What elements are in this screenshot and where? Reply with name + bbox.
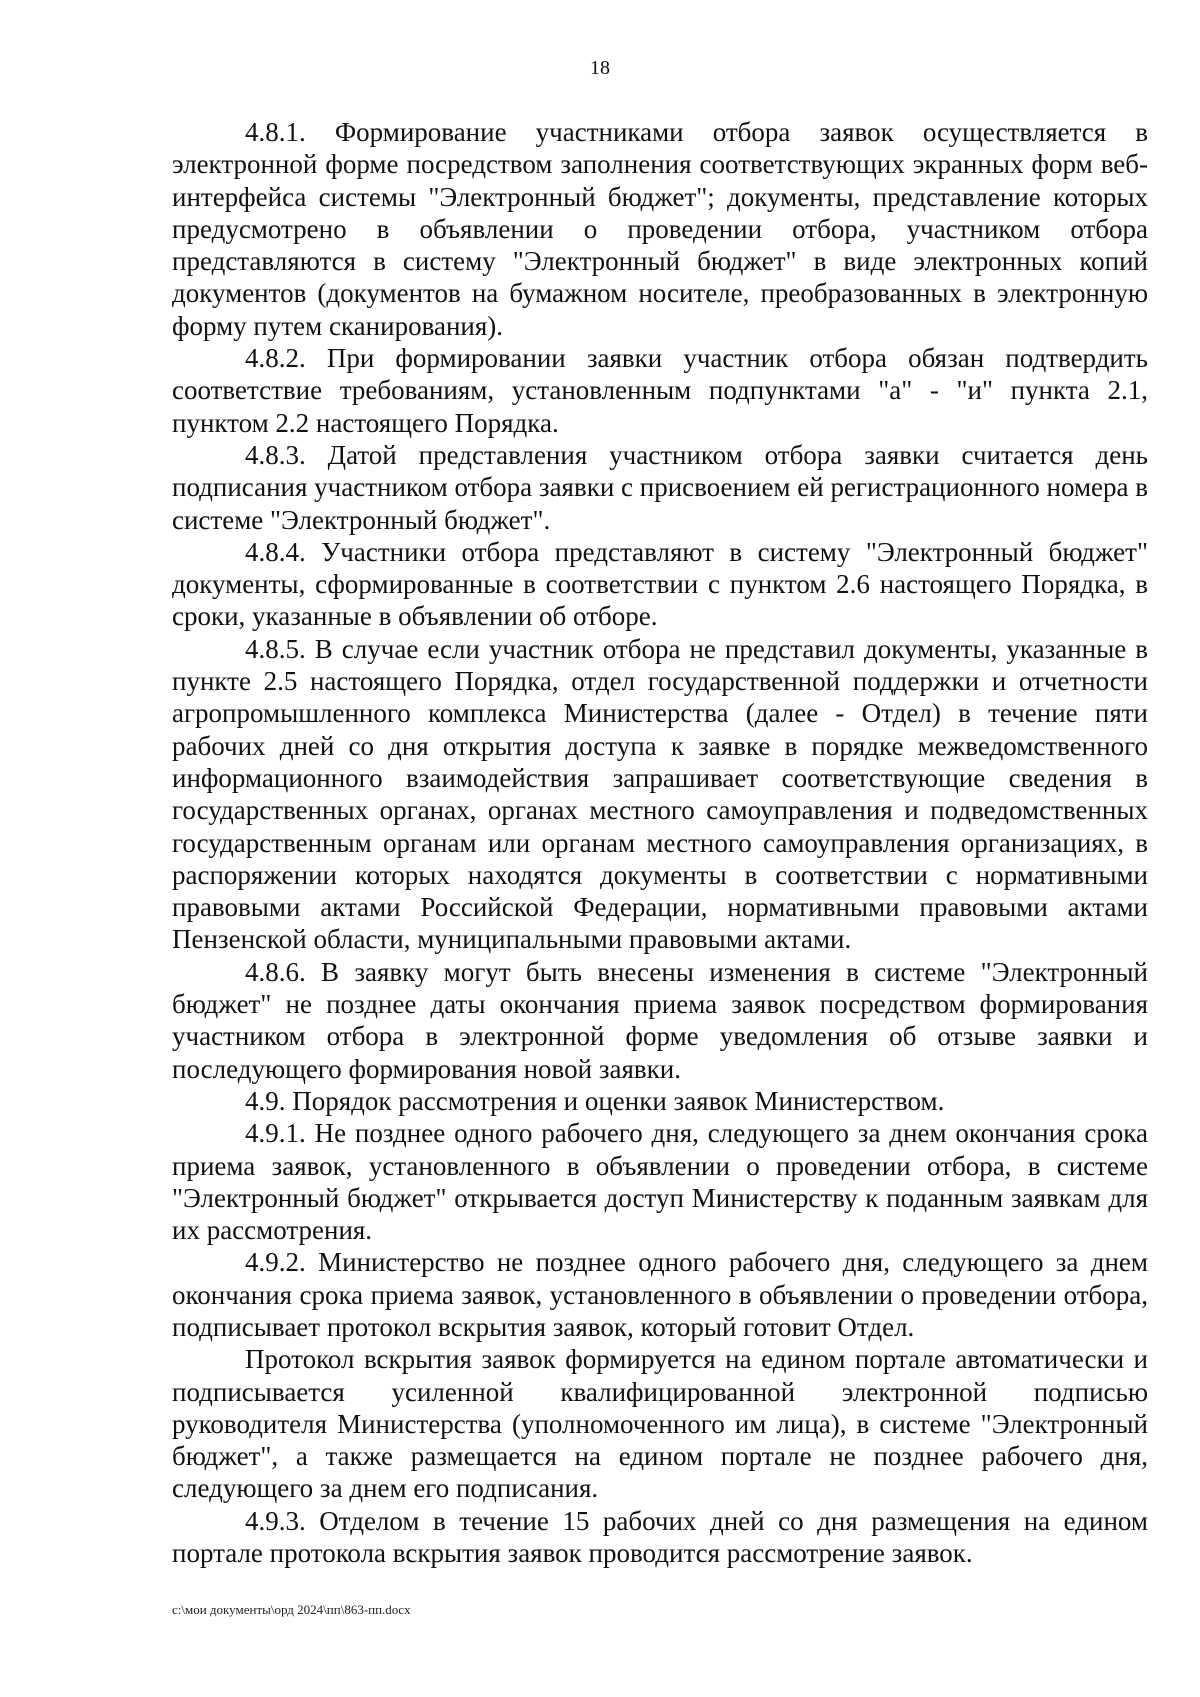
paragraph-4-8-4: 4.8.4. Участники отбора представляют в систему "Электронный бюджет" документы, сформированные в соответствии с пунктом 2.6 настоящего Порядка, в сроки, указанные в объявлении об отборе. [172,536,1148,632]
page-number: 18 [590,57,610,79]
paragraph-4-8-3: 4.8.3. Датой представления участником отбора заявки считается день подписания участником отбора заявки с присвоением ей регистрационного номера в системе "Электронный бюджет". [172,439,1148,535]
document-body [172,116,1148,1569]
paragraph-4-9-3: 4.9.3. Отделом в течение 15 рабочих дней со дня размещения на едином портале протокола вскрытия заявок проводится рассмотрение заявок. [172,1505,1148,1569]
paragraph-4-9-1: 4.9.1. Не позднее одного рабочего дня, следующего за днем окончания срока приема заявок, установленного в объявлении о проведении отбора, в системе "Электронный бюджет" открывается доступ Министерству к поданным заявкам для их рассмотрения. [172,1118,1148,1246]
paragraph-4-8-1: 4.8.1. Формирование участниками отбора заявок осуществляется в электронной форме посредством заполнения соответствующих экранных форм веб-интерфейса системы "Электронный бюджет"; документы, представление которых предусмотрено в объявлении о проведении отбора, участником отбора представляются в систему "Электронный бюджет" в виде электронных копий документов (документов на бумажном носителе, преобразованных в электронную форму путем сканирования). [172,117,1148,341]
paragraph-4-8-5: 4.8.5. В случае если участник отбора не представил документы, указанные в пункте 2.5 настоящего Порядка, отдел государственной поддержки и отчетности агропромышленного комплекса Министерства (далее - Отдел) в течение пяти рабочих дней со дня открытия доступа к заявке в порядке межведомственного информационного взаимодействия запрашивает соответствующие сведения в государственных органах, органах местного самоуправления и подведомственных государственным органам или органам местного самоуправления организациях, в распоряжении которых находятся документы в соответствии с нормативными правовыми актами Российской Федерации, нормативными правовыми актами Пензенской области, муниципальными правовыми актами. [172,633,1148,955]
paragraph-4-9: 4.9. Порядок рассмотрения и оценки заявок Министерством. [245,1085,945,1116]
paragraph-4-8-6: 4.8.6. В заявку могут быть внесены изменения в системе "Электронный бюджет" не позднее даты окончания приема заявок посредством формирования участником отбора в электронной форме уведомления об отзыве заявки и последующего формирования новой заявки. [172,956,1148,1084]
footer-file-path: c:\мои документы\орд 2024\пп\863-пп.docx [172,1602,411,1617]
paragraph-4-8-2: 4.8.2. При формировании заявки участник отбора обязан подтвердить соответствие требованиям, установленным подпунктами "а" - "и" пункта 2.1, пунктом 2.2 настоящего Порядка. [172,343,1148,438]
paragraph-protocol: Протокол вскрытия заявок формируется на едином портале автоматически и подписывается усиленной квалифицированной электронной подписью руководителя Министерства (уполномоченного им лица), в системе "Электронный бюджет", а также размещается на едином портале не позднее рабочего дня, следующего за днем его подписания. [172,1344,1148,1504]
paragraph-4-9-2: 4.9.2. Министерство не позднее одного рабочего дня, следующего за днем окончания срока приема заявок, установленного в объявлении о проведении отбора, подписывает протокол вскрытия заявок, который готовит Отдел. [172,1247,1148,1342]
